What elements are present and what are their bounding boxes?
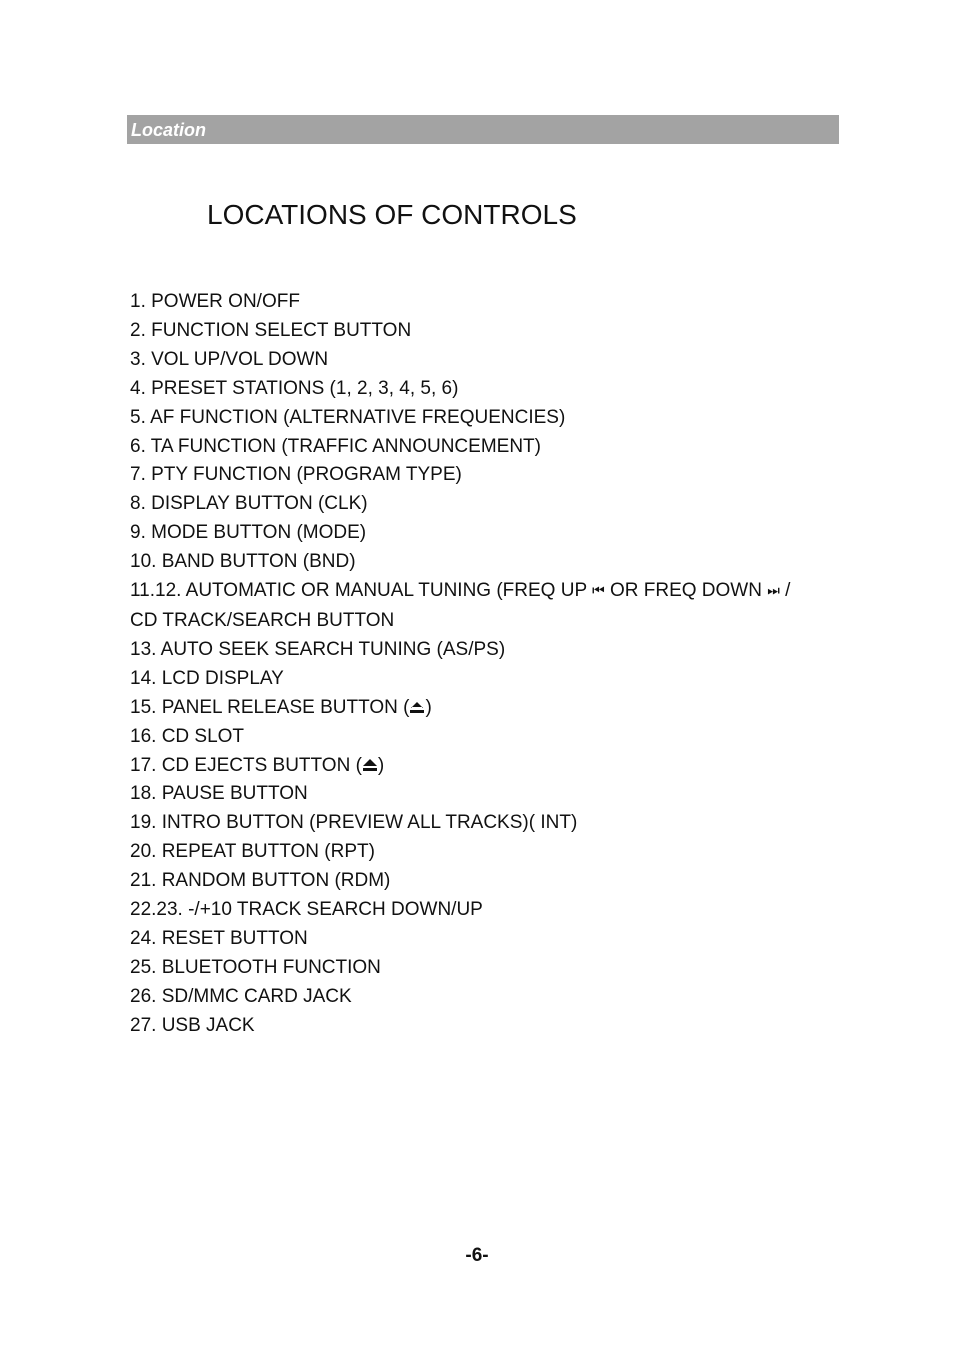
skip-forward-icon: ⏭ [767,583,780,600]
list-item-text: 17. CD EJECTS BUTTON ( [130,754,362,776]
controls-list [130,288,830,1041]
list-item: 8. DISPLAY BUTTON (CLK) [130,493,368,515]
list-item: 3. VOL UP/VOL DOWN [130,348,329,370]
list-item: 1. POWER ON/OFF [130,291,300,312]
list-item: 24. RESET BUTTON [130,927,308,949]
skip-back-icon: ⏮ [592,583,605,600]
list-item-text: 15. PANEL RELEASE BUTTON ( [130,696,410,718]
list-item: 25. BLUETOOTH FUNCTION [130,956,381,978]
list-item: 13. AUTO SEEK SEARCH TUNING (AS/PS) [130,638,506,660]
list-item: CD TRACK/SEARCH BUTTON [130,609,395,631]
list-item: 19. INTRO BUTTON (PREVIEW ALL TRACKS)( INT) [130,812,578,834]
list-item: 5. AF FUNCTION (ALTERNATIVE FREQUENCIES) [130,406,566,428]
list-item [130,752,830,781]
list-item-text: / [785,580,791,602]
list-item: 20. REPEAT BUTTON (RPT) [130,841,375,863]
list-item: 7. PTY FUNCTION (PROGRAM TYPE) [130,464,462,486]
panel-release-icon [409,700,425,714]
list-item-text: ) [377,754,385,776]
page-number: -6- [465,1245,489,1266]
eject-icon [362,758,378,772]
list-item: 18. PAUSE BUTTON [130,783,308,805]
list-item [130,577,830,607]
list-item: 6. TA FUNCTION (TRAFFIC ANNOUNCEMENT) [130,435,541,457]
list-item: 22.23. -/+10 TRACK SEARCH DOWN/UP [130,899,483,921]
section-header-bar [127,115,839,144]
list-item: 21. RANDOM BUTTON (RDM) [130,870,391,892]
list-item: 16. CD SLOT [130,725,245,747]
list-item [130,694,830,723]
list-item: 4. PRESET STATIONS (1, 2, 3, 4, 5, 6) [130,377,459,399]
list-item-text: ) [425,696,432,718]
list-item: 26. SD/MMC CARD JACK [130,985,352,1007]
list-item-text: OR FREQ DOWN [609,580,762,602]
list-item-text: 11.12. AUTOMATIC OR MANUAL TUNING (FREQ UP [130,580,587,602]
list-item: 10. BAND BUTTON (BND) [130,551,356,573]
list-item: 27. USB JACK [130,1014,255,1036]
list-item: 9. MODE BUTTON (MODE) [130,522,367,544]
list-item: 2. FUNCTION SELECT BUTTON [130,319,412,341]
list-item: 14. LCD DISPLAY [130,667,284,689]
page-title: LOCATIONS OF CONTROLS [207,199,577,230]
section-label: Location [131,120,206,140]
